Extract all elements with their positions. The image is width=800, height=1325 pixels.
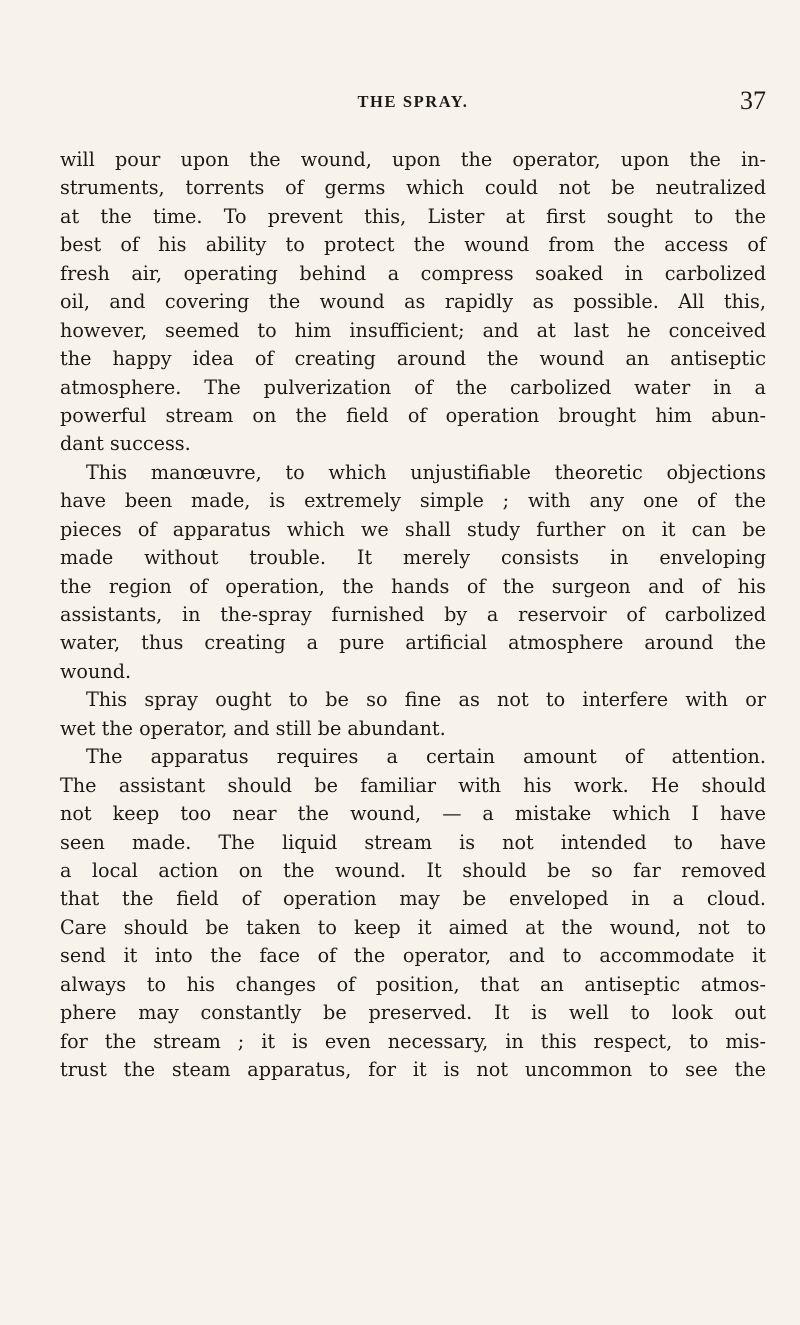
text-line: This spray ought to be so fine as not to interfere with or xyxy=(86,688,766,712)
text-line: at the time. To prevent this, Lister at first sought to the xyxy=(60,204,766,228)
text-line: assistants, in the-spray furnished by a reservoir of carbolized xyxy=(60,603,766,626)
text-line: send it into the face of the operator, and to accommodate it xyxy=(60,944,766,968)
text-line: always to his changes of position, that an antiseptic atmos- xyxy=(60,972,766,996)
text-line: made without trouble. It merely consists in enveloping xyxy=(60,546,766,570)
text-line: have been made, is extremely simple ; with any one of the xyxy=(60,489,766,513)
text-line: the region of operation, the hands of the surgeon and of his xyxy=(60,574,766,598)
text-line: atmosphere. The pulverization of the carbolized water in a xyxy=(60,375,766,399)
text-line: seen made. The liquid stream is not intended to have xyxy=(60,830,766,854)
text-line: the happy idea of creating around the wound an antiseptic xyxy=(60,347,766,371)
text-line: will pour upon the wound, upon the operator, upon the in- xyxy=(60,148,766,171)
text-line: phere may constantly be preserved. It is well to look out xyxy=(60,1001,766,1025)
text-line: The apparatus requires a certain amount of attention. xyxy=(86,745,766,769)
text-line: wound. xyxy=(60,659,132,683)
text-line: that the field of operation may be enveloped in a cloud. xyxy=(60,887,766,911)
running-head xyxy=(60,88,766,128)
text-line: fresh air, operating behind a compress soaked in carbolized xyxy=(60,261,766,285)
page-number: 37 xyxy=(740,86,766,115)
text-line: oil, and covering the wound as rapidly as possible. All this, xyxy=(60,290,766,314)
text-line: best of his ability to protect the wound from the access of xyxy=(60,233,766,257)
body-text xyxy=(60,146,766,1084)
text-line: for the stream ; it is even necessary, in this respect, to mis- xyxy=(60,1029,766,1053)
text-line: wet the operator, and still be abundant. xyxy=(60,716,446,740)
text-line: powerful stream on the field of operation brought him abun- xyxy=(60,403,766,427)
text-line: trust the steam apparatus, for it is not uncommon to see the xyxy=(60,1058,766,1081)
text-line: a local action on the wound. It should be so far removed xyxy=(60,858,766,882)
text-line: pieces of apparatus which we shall study further on it can be xyxy=(60,517,766,541)
text-line: This manœuvre, to which unjustifiable theoretic objections xyxy=(86,460,766,484)
text-line: however, seemed to him insufficient; and at last he conceived xyxy=(60,318,766,342)
running-title: THE SPRAY. xyxy=(357,92,469,111)
text-line: struments, torrents of germs which could not be neutralized xyxy=(60,176,766,200)
text-line: water, thus creating a pure artificial atmosphere around the xyxy=(60,631,766,655)
text-line: Care should be taken to keep it aimed at the wound, not to xyxy=(60,915,766,939)
text-line: The assistant should be familiar with his work. He should xyxy=(60,773,766,797)
text-line: dant success. xyxy=(60,432,191,456)
text-line: not keep too near the wound, — a mistake which I have xyxy=(60,802,766,826)
